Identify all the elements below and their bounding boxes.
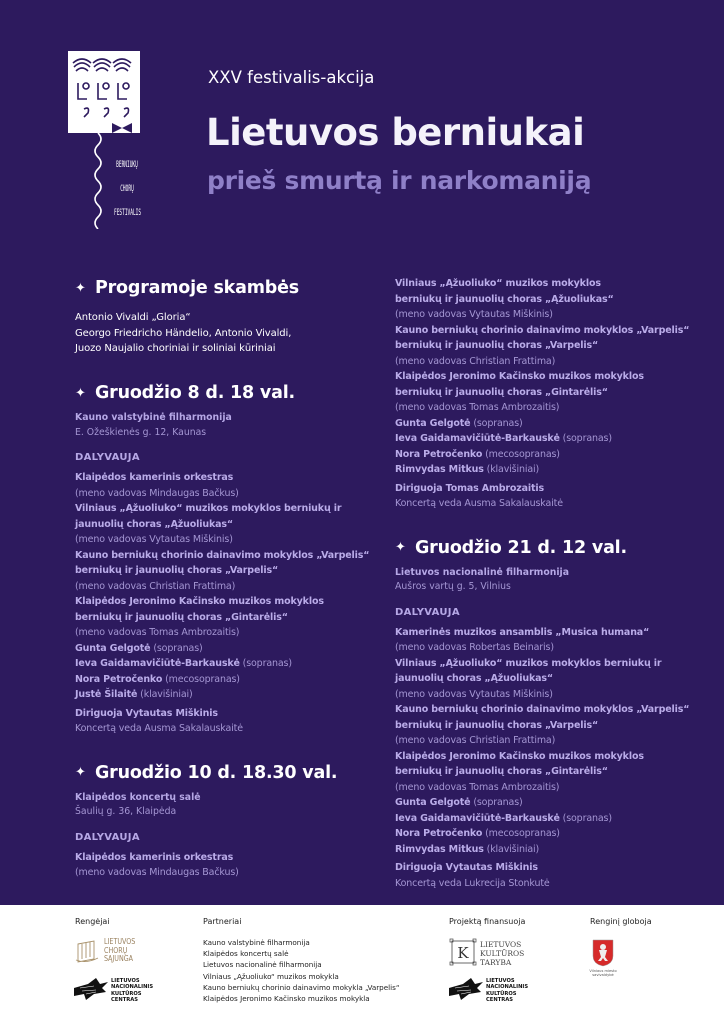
tagline: prieš smurtą ir narkomaniją — [207, 166, 592, 195]
participant-note: (klavišiniai) — [137, 689, 193, 701]
program-line: Juozo Naujalio choriniai ir soliniai kūriniai — [75, 343, 276, 355]
venue-name: Lietuvos nacionalinė filharmonija — [395, 566, 569, 578]
vilnius-logo-text: Vilniaus miesto savivaldybė — [589, 969, 617, 978]
participant-line — [395, 749, 715, 765]
participant-name: Justė Šilaitė — [75, 689, 138, 701]
program-line: Antonio Vivaldi „Gloria“ — [75, 312, 191, 323]
participant-line — [395, 860, 715, 876]
participant-line — [75, 656, 395, 672]
participant-note: (meno vadovas Christian Frattima) — [395, 735, 556, 746]
section-heading-text: Programoje skambės — [95, 278, 299, 298]
partner-item: Klaipėdos koncertų salė — [203, 949, 289, 959]
participant-name: Nora Petročenko — [75, 673, 163, 685]
participant-name: berniukų ir jaunuolių choras „Ąžuoliukas“ — [395, 293, 614, 305]
participant-line — [395, 780, 715, 796]
section-heading-text: Gruodžio 21 d. 12 val. — [415, 537, 627, 558]
participant-line — [395, 671, 715, 687]
logo-wavy-line — [90, 133, 106, 229]
participant-line — [395, 276, 715, 292]
participant-name: berniukų ir jaunuolių choras „Varpelis“ — [75, 565, 279, 577]
section-heading — [75, 761, 395, 785]
participant-line — [395, 733, 715, 749]
participant-line — [75, 706, 395, 722]
participant-line — [395, 307, 715, 323]
participant-name: Klaipėdos kamerinis orkestras — [75, 851, 234, 863]
participant-name: Vilniaus „Ąžuoliuko“ muzikos mokyklos berniukų ir — [395, 657, 662, 669]
participant-line — [395, 656, 715, 672]
participant-line — [75, 721, 395, 737]
participant-name: Diriguoja Vytautas Miškinis — [75, 707, 218, 719]
participant-note: (meno vadovas Mindaugas Bačkus) — [75, 867, 239, 879]
participant-line — [395, 462, 715, 478]
participant-line — [75, 594, 395, 610]
section-heading — [75, 381, 395, 405]
participant-line — [395, 481, 715, 497]
sparkle-icon: ✦ — [75, 765, 86, 781]
participant-name: Klaipėdos Jeronimo Kačinsko muzikos mokyklos — [75, 596, 324, 608]
participant-line — [75, 548, 395, 564]
culture-centre-logo-text: LIETUVOS NACIONALINIS KULTŪROS CENTRAS — [111, 978, 154, 1003]
participant-note: (meno vadovas Robertas Beinaris) — [395, 642, 554, 653]
venue-address: Šaulių g. 36, Klaipėda — [75, 806, 177, 818]
culture-council-logo-text: LIETUVOS KULTŪROS TARYBA — [480, 940, 525, 967]
venue-address: Aušros vartų g. 5, Vilnius — [395, 581, 511, 592]
participant-note: (sopranas) — [559, 812, 612, 824]
participant-name: Gunta Gelgotė — [395, 797, 471, 808]
culture-centre-logo-text: LIETUVOS NACIONALINIS KULTŪROS CENTRAS — [486, 978, 529, 1003]
participant-line — [75, 672, 395, 688]
venue-address: E. Ožeškienės g. 12, Kaunas — [75, 426, 207, 438]
choir-union-logo-icon — [74, 938, 102, 966]
sparkle-icon: ✦ — [75, 385, 86, 401]
participant-line — [395, 795, 715, 811]
participant-name: Ieva Gaidamavičiūtė-Barkauskė — [395, 433, 560, 444]
participant-name: Kauno berniukų chorinio dainavimo mokyklos „Varpelis“ — [75, 549, 370, 561]
participant-note: (meno vadovas Christian Frattima) — [75, 580, 236, 592]
page-title: Lietuvos berniukai — [206, 111, 585, 154]
partner-item: Kauno valstybinė filharmonija — [203, 938, 310, 947]
participant-name: berniukų ir jaunuolių choras „Gintarėlis“ — [395, 386, 608, 398]
participant-line — [395, 400, 715, 416]
section-heading — [395, 536, 715, 560]
partner-item: Vilniaus „Ąžuoliuko“ muzikos mokykla — [203, 971, 339, 981]
participant-note: (meno vadovas Tomas Ambrozaitis) — [395, 781, 560, 793]
participant-name: Kauno berniukų chorinio dainavimo mokyklos „Varpelis“ — [395, 324, 690, 336]
participant-note: (klavišiniai) — [483, 843, 540, 855]
logo-wordmark: BERNIUKŲ CHORŲ FESTIVALIS — [114, 160, 142, 218]
participant-line — [75, 850, 395, 866]
participant-name: Gunta Gelgotė — [395, 417, 471, 429]
participant-line — [75, 579, 395, 595]
partner-item: Lietuvos nacionalinė filharmonija — [203, 960, 322, 970]
venue-name: Kauno valstybinė filharmonija — [75, 412, 232, 424]
participant-name: Kamerinės muzikos ansamblis „Musica humana“ — [395, 626, 650, 638]
participant-line — [395, 385, 715, 401]
participant-line — [75, 610, 395, 626]
participant-note: (mecosopranas) — [162, 673, 240, 685]
participant-note: (meno vadovas Christian Frattima) — [395, 355, 556, 367]
participant-name: Nora Petročenko — [395, 828, 483, 839]
participants-label: DALYVAUJA — [75, 452, 140, 464]
participant-name: Ieva Gaidamavičiūtė-Barkauskė — [395, 812, 560, 824]
participant-note: (mecosopranas) — [482, 828, 560, 839]
participant-name: berniukų ir jaunuolių choras „Varpelis“ — [395, 340, 599, 351]
organizers-label: Rengėjai — [75, 917, 110, 926]
participant-note: (sopranas) — [470, 797, 523, 808]
participant-name: Klaipėdos kamerinis orkestras — [75, 472, 234, 484]
participant-line — [395, 338, 715, 354]
section-heading-text: Gruodžio 10 d. 18.30 val. — [95, 762, 338, 783]
participant-note: Koncertą veda Ausma Sakalauskaitė — [75, 723, 243, 735]
participant-line — [75, 517, 395, 533]
participant-name: Ieva Gaidamavičiūtė-Barkauskė — [75, 658, 240, 670]
participant-name: Vilniaus „Ąžuoliuko“ muzikos mokyklos berniukų ir — [75, 503, 342, 515]
choir-union-logo-text: LIETUVOS CHORŲ SĄJUNGA — [104, 937, 136, 963]
participant-note: (meno vadovas Vytautas Miškinis) — [75, 534, 233, 546]
participant-line — [75, 563, 395, 579]
participant-line — [75, 486, 395, 502]
participant-line — [395, 496, 715, 512]
participant-line — [75, 687, 395, 703]
participant-line — [395, 447, 715, 463]
participant-note: (sopranas) — [470, 417, 523, 429]
participant-name: Klaipėdos Jeronimo Kačinsko muzikos mokyklos — [395, 750, 644, 762]
section-heading-text: Gruodžio 8 d. 18 val. — [95, 383, 295, 404]
svg-text:K: K — [457, 944, 469, 962]
right-column — [395, 276, 715, 891]
participants-label: DALYVAUJA — [395, 606, 460, 618]
participant-name: berniukų ir jaunuolių choras „Gintarėlis“ — [75, 611, 288, 623]
participant-line — [395, 640, 715, 656]
participant-line — [75, 625, 395, 641]
participant-name: berniukų ir jaunuolių choras „Gintarėlis“ — [395, 766, 608, 777]
participant-line — [395, 811, 715, 827]
participant-name: Gunta Gelgotė — [75, 642, 151, 654]
participant-name: Klaipėdos Jeronimo Kačinsko muzikos mokyklos — [395, 371, 644, 382]
participant-line — [75, 865, 395, 881]
participant-line — [395, 625, 715, 641]
participant-note: Koncertą veda Ausma Sakalauskaitė — [395, 498, 563, 509]
participant-note: (mecosopranas) — [482, 448, 560, 460]
funding-label: Projektą finansuoja — [449, 917, 526, 926]
participant-line — [395, 431, 715, 447]
participant-note: (meno vadovas Mindaugas Bačkus) — [75, 487, 239, 499]
participant-note: (meno vadovas Vytautas Miškinis) — [395, 309, 553, 320]
participant-name: Nora Petročenko — [395, 448, 483, 460]
participant-name: Diriguoja Tomas Ambrozaitis — [395, 482, 545, 494]
partners-list — [203, 937, 400, 1004]
participant-line — [75, 532, 395, 548]
participant-line — [395, 369, 715, 385]
logo-faces — [68, 51, 140, 133]
participant-line — [395, 876, 715, 892]
patronage-label: Renginį globoja — [590, 917, 652, 926]
participant-line — [75, 641, 395, 657]
participant-line — [395, 292, 715, 308]
participant-line — [395, 323, 715, 339]
participant-note: (sopranas) — [239, 658, 292, 670]
participant-note: Koncertą veda Lukrecija Stonkutė — [395, 877, 550, 889]
partner-item: Klaipėdos Jeronimo Kačinsko muzikos mokykla — [203, 994, 370, 1004]
participant-note: (klavišiniai) — [483, 464, 540, 475]
participant-name: jaunuolių choras „Ąžuoliukas“ — [75, 518, 234, 530]
participants-label: DALYVAUJA — [75, 831, 140, 843]
participant-note: (sopranas) — [150, 642, 203, 654]
participant-name: jaunuolių choras „Ąžuoliukas“ — [395, 673, 554, 684]
participant-name: Vilniaus „Ąžuoliuko“ muzikos mokyklos — [395, 278, 601, 289]
partners-label: Partneriai — [203, 917, 242, 926]
participant-name: Kauno berniukų chorinio dainavimo mokyklos „Varpelis“ — [395, 704, 690, 715]
participant-line — [395, 702, 715, 718]
section-heading — [75, 276, 395, 300]
festival-logo — [68, 51, 142, 229]
participant-line — [75, 501, 395, 517]
participant-line — [395, 826, 715, 842]
participant-name: Diriguoja Vytautas Miškinis — [395, 862, 538, 873]
participant-line — [75, 470, 395, 486]
left-column — [75, 276, 395, 881]
participant-line — [395, 842, 715, 858]
culture-council-logo-icon — [449, 938, 477, 966]
vilnius-coat-of-arms-icon — [592, 939, 614, 967]
participant-note: (sopranas) — [559, 433, 612, 444]
participant-name: Rimvydas Mitkus — [395, 464, 484, 475]
participant-note: (meno vadovas Tomas Ambrozaitis) — [75, 627, 240, 639]
sparkle-icon: ✦ — [75, 280, 86, 296]
participant-line — [395, 718, 715, 734]
participant-note: (meno vadovas Vytautas Miškinis) — [395, 688, 553, 700]
culture-centre-bird-icon — [449, 978, 483, 1000]
festival-subtitle: XXV festivalis-akcija — [208, 68, 375, 87]
participant-line — [395, 687, 715, 703]
participant-note: (meno vadovas Tomas Ambrozaitis) — [395, 402, 560, 413]
venue-name: Klaipėdos koncertų salė — [75, 791, 201, 803]
participant-name: berniukų ir jaunuolių choras „Varpelis“ — [395, 719, 599, 731]
participant-line — [395, 416, 715, 432]
partner-item: Kauno berniukų chorinio dainavimo mokykla „Varpelis“ — [203, 982, 400, 992]
program-line: Georgo Friedricho Händelio, Antonio Vivaldi, — [75, 327, 292, 339]
culture-centre-bird-icon — [74, 978, 108, 1000]
participant-name: Rimvydas Mitkus — [395, 843, 484, 855]
participant-line — [395, 764, 715, 780]
participant-line — [395, 354, 715, 370]
sponsors-footer — [0, 905, 724, 1024]
sparkle-icon: ✦ — [395, 540, 406, 555]
